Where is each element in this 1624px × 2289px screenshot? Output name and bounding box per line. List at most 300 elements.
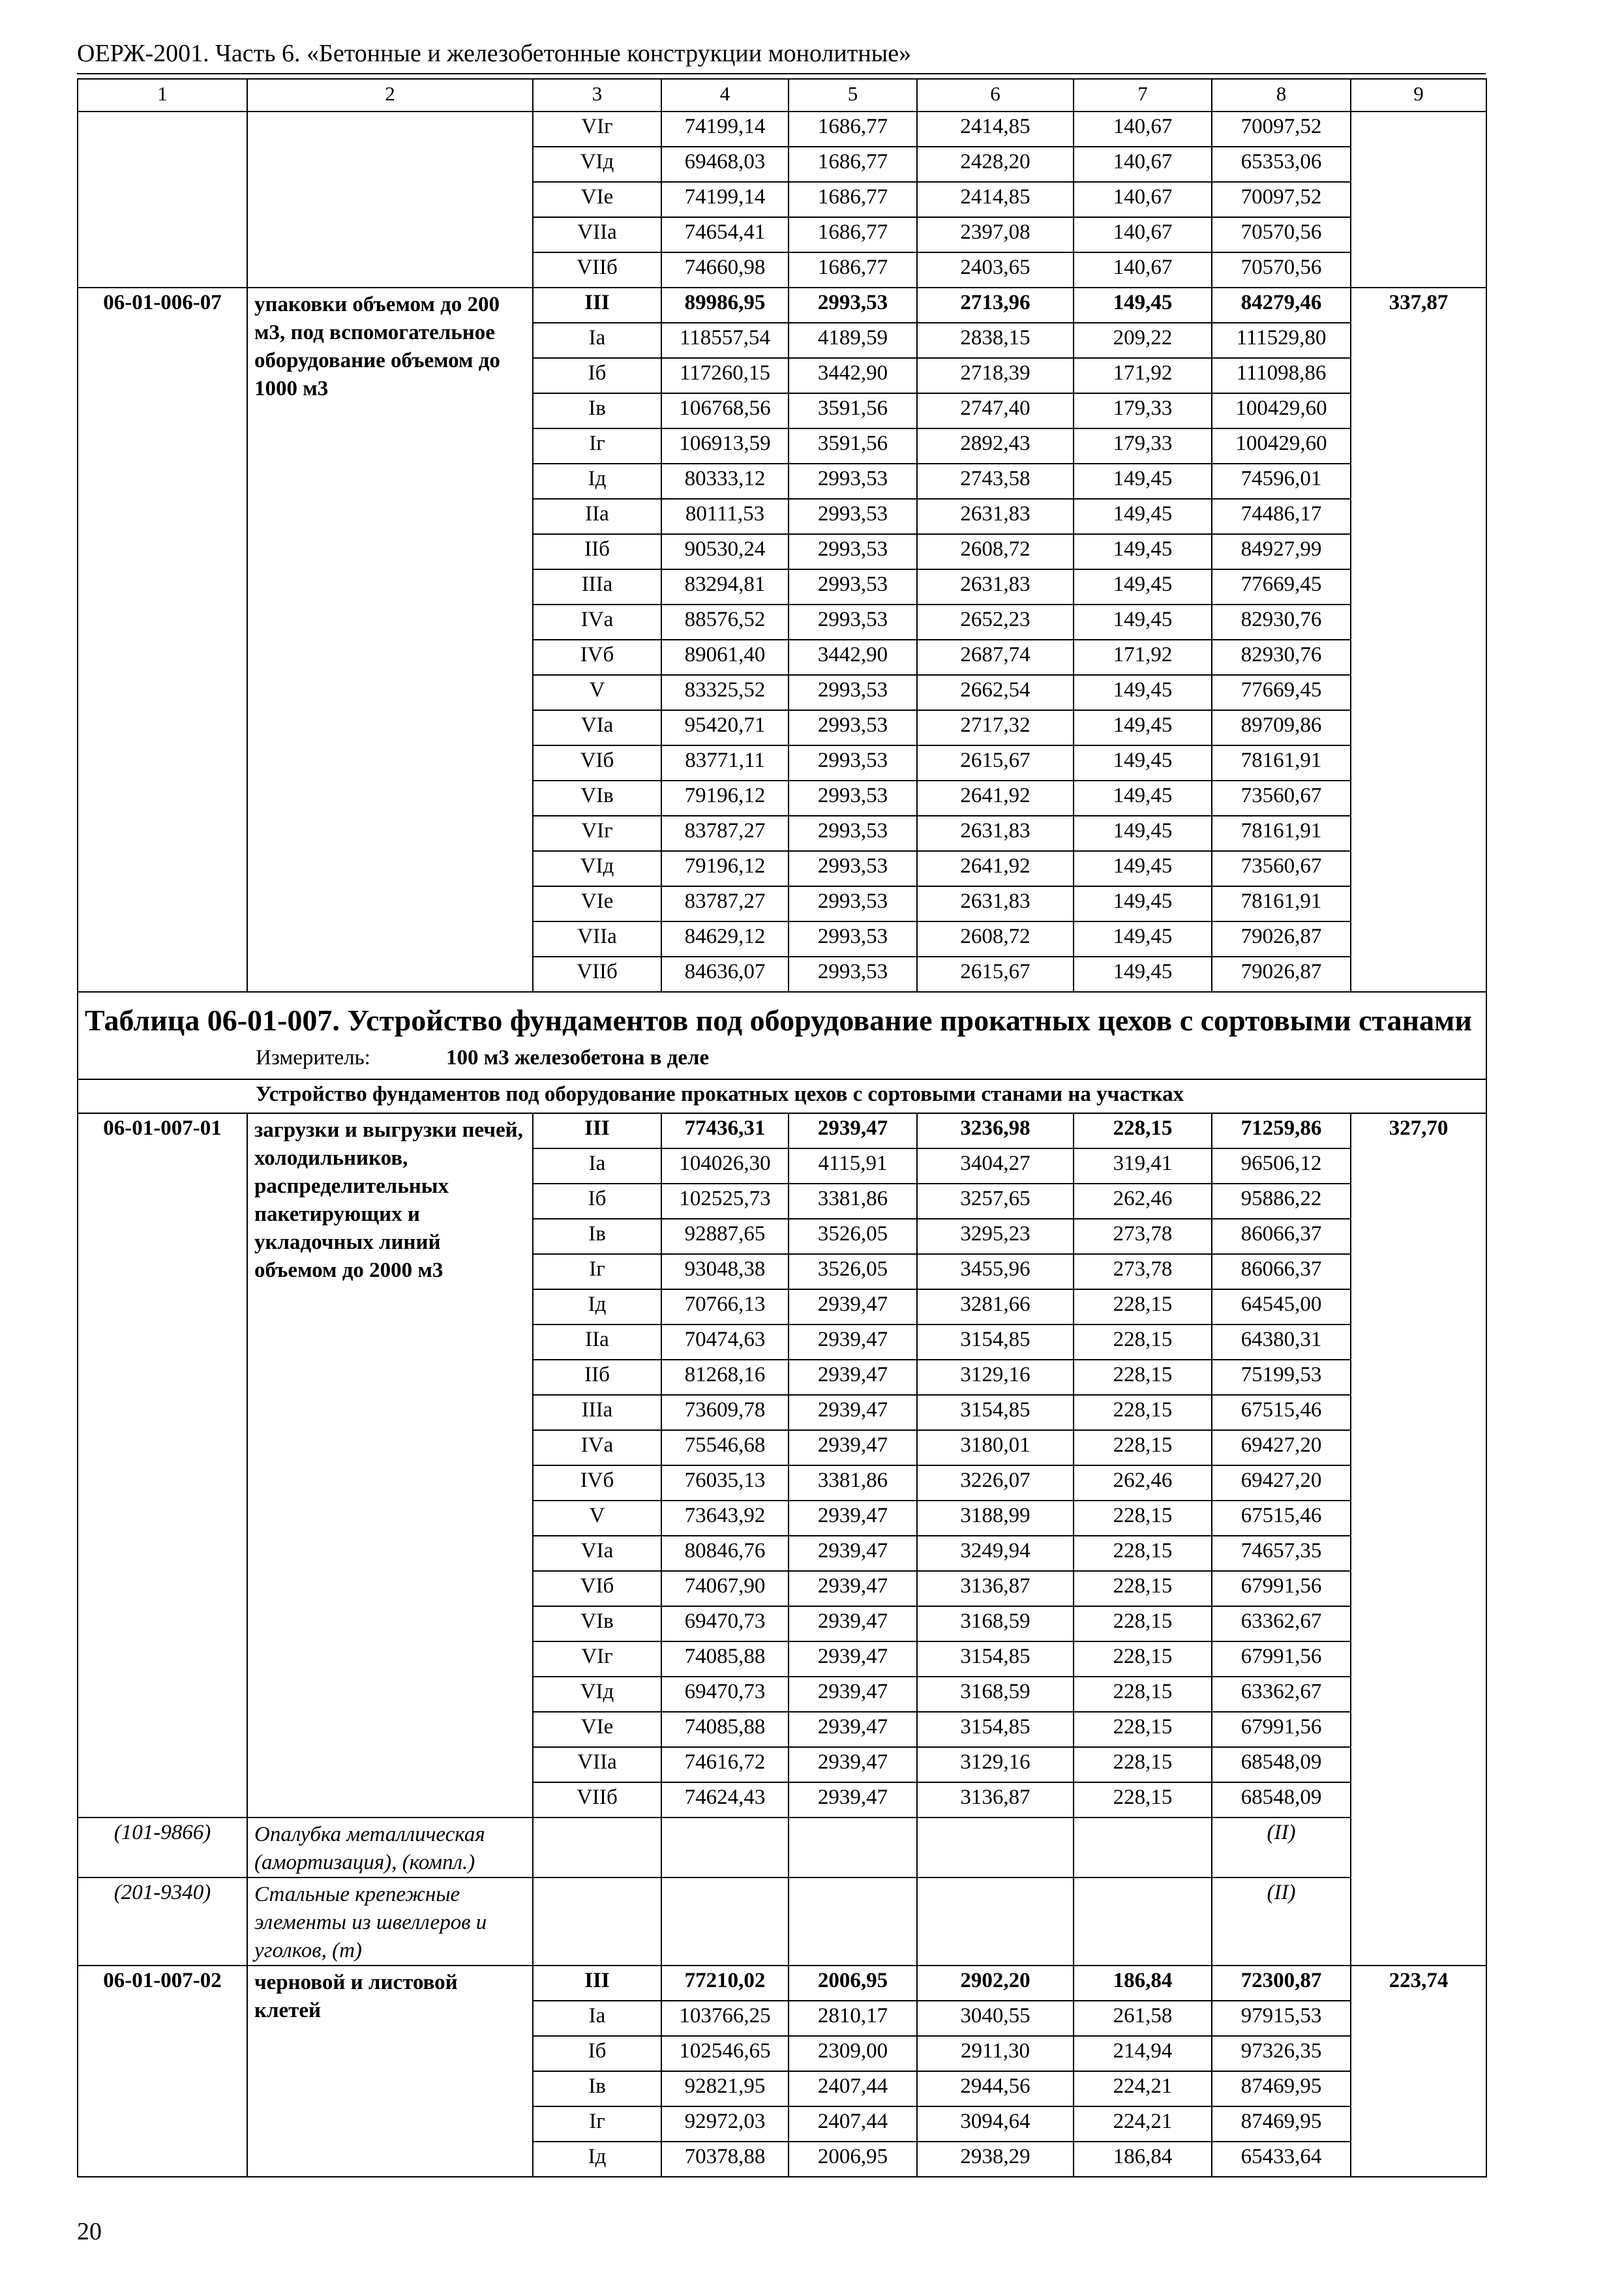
zone-code: Iг [533, 2106, 661, 2142]
table-row [78, 112, 1486, 147]
value-cell: 75546,68 [661, 1430, 789, 1465]
zone-code: Iг [533, 428, 661, 464]
rate-code: 06-01-006-07 [78, 288, 247, 992]
empty-cell [917, 1818, 1074, 1878]
value-cell: 2993,53 [789, 851, 917, 886]
resource-row [78, 1818, 1486, 1878]
value-cell: 3381,86 [789, 1465, 917, 1501]
value-cell: 228,15 [1074, 1430, 1212, 1465]
value-cell: 2407,44 [789, 2071, 917, 2106]
value-cell: 2397,08 [917, 217, 1074, 252]
value-cell: 74085,88 [661, 1641, 789, 1677]
empty-cell [533, 1878, 661, 1966]
empty-cell [1074, 1818, 1212, 1878]
zone-code: IVб [533, 1465, 661, 1501]
value-cell: 2407,44 [789, 2106, 917, 2142]
value-cell: 74596,01 [1212, 464, 1351, 499]
value-cell: 78161,91 [1212, 886, 1351, 921]
value-cell: 69470,73 [661, 1606, 789, 1641]
value-cell: 70378,88 [661, 2142, 789, 2177]
zone-code: VIг [533, 816, 661, 851]
rate-description: упаковки объемом до 200 м3, под вспомогательное оборудование объемом до 1000 м3 [247, 288, 533, 992]
value-cell: 80111,53 [661, 499, 789, 534]
value-cell: 2615,67 [917, 957, 1074, 992]
value-cell: 3129,16 [917, 1747, 1074, 1782]
zone-code: VIб [533, 1571, 661, 1606]
value-cell: 2414,85 [917, 112, 1074, 147]
value-cell: 2641,92 [917, 781, 1074, 816]
value-cell: 2403,65 [917, 252, 1074, 288]
value-cell: 149,45 [1074, 851, 1212, 886]
zone-code: III [533, 1113, 661, 1148]
value-cell: 149,45 [1074, 921, 1212, 957]
value-cell: 67991,56 [1212, 1641, 1351, 1677]
value-cell: 149,45 [1074, 710, 1212, 745]
zone-code: VIIа [533, 217, 661, 252]
value-cell: 140,67 [1074, 252, 1212, 288]
value-cell: 104026,30 [661, 1148, 789, 1184]
zone-code: Iд [533, 1289, 661, 1324]
zone-code: VIIа [533, 921, 661, 957]
value-cell: 2414,85 [917, 182, 1074, 217]
value-cell: 228,15 [1074, 1571, 1212, 1606]
value-cell: 89709,86 [1212, 710, 1351, 745]
zone-code: Iб [533, 1184, 661, 1219]
value-cell: 3526,05 [789, 1219, 917, 1254]
empty-cell [661, 1818, 789, 1878]
value-cell: 63362,67 [1212, 1677, 1351, 1712]
value-cell: 2939,47 [789, 1536, 917, 1571]
value-cell: 64380,31 [1212, 1324, 1351, 1360]
rates-table [77, 78, 1487, 2177]
value-cell: 186,84 [1074, 1966, 1212, 2001]
zone-code: VIг [533, 112, 661, 147]
value-cell: 228,15 [1074, 1501, 1212, 1536]
value-cell: 3040,55 [917, 2001, 1074, 2036]
zone-code: VIIб [533, 957, 661, 992]
value-cell: 2631,83 [917, 569, 1074, 605]
rate-code [78, 112, 247, 288]
value-cell: 74616,72 [661, 1747, 789, 1782]
value-cell: 3154,85 [917, 1712, 1074, 1747]
value-cell: 149,45 [1074, 957, 1212, 992]
value-cell: 118557,54 [661, 323, 789, 358]
zone-code: VIд [533, 1677, 661, 1712]
value-cell: 2631,83 [917, 499, 1074, 534]
value-cell: 2717,32 [917, 710, 1074, 745]
value-cell: 2939,47 [789, 1712, 917, 1747]
zone-code: Iб [533, 358, 661, 393]
zone-code: VIе [533, 886, 661, 921]
value-cell: 83294,81 [661, 569, 789, 605]
value-cell: 228,15 [1074, 1641, 1212, 1677]
column-number-row [78, 79, 1486, 112]
value-cell: 74199,14 [661, 112, 789, 147]
value-cell: 2662,54 [917, 675, 1074, 710]
value-cell: 80846,76 [661, 1536, 789, 1571]
value-cell: 100429,60 [1212, 393, 1351, 428]
resource-name: Опалубка металлическая (амортизация), (компл.) [247, 1818, 533, 1878]
value-cell: 77436,31 [661, 1113, 789, 1148]
value-cell: 3136,87 [917, 1571, 1074, 1606]
value-cell: 2939,47 [789, 1782, 917, 1818]
resource-value: (II) [1212, 1878, 1351, 1966]
value-cell: 2938,29 [917, 2142, 1074, 2177]
value-cell: 70766,13 [661, 1289, 789, 1324]
value-cell: 77210,02 [661, 1966, 789, 2001]
measure-row [78, 1043, 1486, 1079]
value-cell: 149,45 [1074, 499, 1212, 534]
empty-cell [789, 1878, 917, 1966]
value-cell: 73609,78 [661, 1395, 789, 1430]
rate-description: черновой и листовой клетей [247, 1966, 533, 2177]
value-cell: 2944,56 [917, 2071, 1074, 2106]
zone-code: VIIб [533, 1782, 661, 1818]
value-cell: 89986,95 [661, 288, 789, 323]
value-cell: 111529,80 [1212, 323, 1351, 358]
value-cell: 2993,53 [789, 499, 917, 534]
rate-description: загрузки и выгрузки печей, холодильников, распределительных пакетирующих и укладочных линий объемом до 2000 м3 [247, 1113, 533, 1818]
value-cell: 3455,96 [917, 1254, 1074, 1289]
value-cell: 102525,73 [661, 1184, 789, 1219]
value-cell: 74624,43 [661, 1782, 789, 1818]
value-cell: 149,45 [1074, 816, 1212, 851]
col9-value [1351, 112, 1486, 288]
zone-code: Iв [533, 393, 661, 428]
value-cell: 149,45 [1074, 886, 1212, 921]
value-cell: 1686,77 [789, 182, 917, 217]
value-cell: 2652,23 [917, 605, 1074, 640]
value-cell: 3226,07 [917, 1465, 1074, 1501]
value-cell: 73560,67 [1212, 851, 1351, 886]
value-cell: 2608,72 [917, 534, 1074, 569]
value-cell: 70097,52 [1212, 182, 1351, 217]
value-cell: 3168,59 [917, 1677, 1074, 1712]
zone-code: Iа [533, 1148, 661, 1184]
value-cell: 78161,91 [1212, 745, 1351, 781]
zone-code: Iб [533, 2036, 661, 2071]
value-cell: 3295,23 [917, 1219, 1074, 1254]
value-cell: 69468,03 [661, 147, 789, 182]
value-cell: 90530,24 [661, 534, 789, 569]
value-cell: 140,67 [1074, 182, 1212, 217]
value-cell: 273,78 [1074, 1219, 1212, 1254]
zone-code: VIг [533, 1641, 661, 1677]
measure-value: 100 м3 железобетона в деле [446, 1046, 710, 1070]
value-cell: 140,67 [1074, 147, 1212, 182]
value-cell: 149,45 [1074, 569, 1212, 605]
zone-code: IIб [533, 534, 661, 569]
col9-value: 223,74 [1351, 1966, 1486, 2177]
value-cell: 106768,56 [661, 393, 789, 428]
value-cell: 2615,67 [917, 745, 1074, 781]
value-cell: 74199,14 [661, 182, 789, 217]
value-cell: 79026,87 [1212, 957, 1351, 992]
value-cell: 2892,43 [917, 428, 1074, 464]
zone-code: V [533, 675, 661, 710]
value-cell: 86066,37 [1212, 1254, 1351, 1289]
value-cell: 186,84 [1074, 2142, 1212, 2177]
table-row [78, 1113, 1486, 1148]
value-cell: 92821,95 [661, 2071, 789, 2106]
value-cell: 3404,27 [917, 1148, 1074, 1184]
column-number: 9 [1351, 79, 1486, 112]
value-cell: 140,67 [1074, 217, 1212, 252]
value-cell: 228,15 [1074, 1324, 1212, 1360]
value-cell: 2810,17 [789, 2001, 917, 2036]
value-cell: 97915,53 [1212, 2001, 1351, 2036]
resource-code: (101-9866) [78, 1818, 247, 1878]
value-cell: 92972,03 [661, 2106, 789, 2142]
value-cell: 2993,53 [789, 921, 917, 957]
zone-code: VIб [533, 745, 661, 781]
value-cell: 228,15 [1074, 1782, 1212, 1818]
table-row [78, 288, 1486, 323]
value-cell: 2993,53 [789, 710, 917, 745]
value-cell: 2838,15 [917, 323, 1074, 358]
value-cell: 1686,77 [789, 112, 917, 147]
zone-code: VIв [533, 1606, 661, 1641]
value-cell: 2993,53 [789, 534, 917, 569]
value-cell: 95886,22 [1212, 1184, 1351, 1219]
column-number: 6 [917, 79, 1074, 112]
value-cell: 80333,12 [661, 464, 789, 499]
value-cell: 228,15 [1074, 1677, 1212, 1712]
col9-value: 327,70 [1351, 1113, 1486, 1966]
value-cell: 72300,87 [1212, 1966, 1351, 2001]
value-cell: 2006,95 [789, 2142, 917, 2177]
value-cell: 3591,56 [789, 393, 917, 428]
value-cell: 149,45 [1074, 464, 1212, 499]
value-cell: 77669,45 [1212, 569, 1351, 605]
table-row [78, 1966, 1486, 2001]
value-cell: 3236,98 [917, 1113, 1074, 1148]
value-cell: 73560,67 [1212, 781, 1351, 816]
value-cell: 93048,38 [661, 1254, 789, 1289]
value-cell: 1686,77 [789, 147, 917, 182]
zone-code: IIб [533, 1360, 661, 1395]
value-cell: 214,94 [1074, 2036, 1212, 2071]
value-cell: 82930,76 [1212, 605, 1351, 640]
value-cell: 2993,53 [789, 288, 917, 323]
table-title: Таблица 06-01-007. Устройство фундаментов под оборудование прокатных цехов с сортовыми станами [78, 992, 1486, 1043]
value-cell: 2939,47 [789, 1606, 917, 1641]
value-cell: 3180,01 [917, 1430, 1074, 1465]
page-number: 20 [77, 2218, 102, 2245]
value-cell: 79196,12 [661, 781, 789, 816]
value-cell: 3257,65 [917, 1184, 1074, 1219]
value-cell: 2939,47 [789, 1360, 917, 1395]
value-cell: 69427,20 [1212, 1430, 1351, 1465]
zone-code: VIа [533, 710, 661, 745]
value-cell: 64545,00 [1212, 1289, 1351, 1324]
value-cell: 1686,77 [789, 217, 917, 252]
value-cell: 67991,56 [1212, 1712, 1351, 1747]
value-cell: 79196,12 [661, 851, 789, 886]
value-cell: 140,67 [1074, 112, 1212, 147]
value-cell: 83787,27 [661, 816, 789, 851]
resource-row [78, 1878, 1486, 1966]
value-cell: 75199,53 [1212, 1360, 1351, 1395]
column-number: 3 [533, 79, 661, 112]
zone-code: Iд [533, 2142, 661, 2177]
value-cell: 2641,92 [917, 851, 1074, 886]
value-cell: 2993,53 [789, 605, 917, 640]
value-cell: 84927,99 [1212, 534, 1351, 569]
empty-cell [789, 1818, 917, 1878]
value-cell: 65433,64 [1212, 2142, 1351, 2177]
value-cell: 2939,47 [789, 1747, 917, 1782]
resource-code: (201-9340) [78, 1878, 247, 1966]
value-cell: 149,45 [1074, 288, 1212, 323]
value-cell: 70570,56 [1212, 217, 1351, 252]
value-cell: 2993,53 [789, 816, 917, 851]
table-body [78, 79, 1486, 2177]
value-cell: 2993,53 [789, 957, 917, 992]
value-cell: 81268,16 [661, 1360, 789, 1395]
zone-code: VIа [533, 1536, 661, 1571]
value-cell: 103766,25 [661, 2001, 789, 2036]
zone-code: Iа [533, 2001, 661, 2036]
value-cell: 106913,59 [661, 428, 789, 464]
value-cell: 2993,53 [789, 745, 917, 781]
value-cell: 70474,63 [661, 1324, 789, 1360]
column-number: 7 [1074, 79, 1212, 112]
rate-code: 06-01-007-02 [78, 1966, 247, 2177]
zone-code: VIIа [533, 1747, 661, 1782]
value-cell: 2939,47 [789, 1430, 917, 1465]
value-cell: 2939,47 [789, 1571, 917, 1606]
value-cell: 74067,90 [661, 1571, 789, 1606]
value-cell: 149,45 [1074, 534, 1212, 569]
value-cell: 102546,65 [661, 2036, 789, 2071]
value-cell: 3526,05 [789, 1254, 917, 1289]
value-cell: 68548,09 [1212, 1747, 1351, 1782]
value-cell: 84629,12 [661, 921, 789, 957]
value-cell: 92887,65 [661, 1219, 789, 1254]
value-cell: 1686,77 [789, 252, 917, 288]
value-cell: 319,41 [1074, 1148, 1212, 1184]
value-cell: 2939,47 [789, 1113, 917, 1148]
value-cell: 74654,41 [661, 217, 789, 252]
value-cell: 2428,20 [917, 147, 1074, 182]
value-cell: 3168,59 [917, 1606, 1074, 1641]
column-number: 1 [78, 79, 247, 112]
value-cell: 262,46 [1074, 1184, 1212, 1219]
value-cell: 2687,74 [917, 640, 1074, 675]
value-cell: 262,46 [1074, 1465, 1212, 1501]
value-cell: 2993,53 [789, 886, 917, 921]
value-cell: 70097,52 [1212, 112, 1351, 147]
col9-value: 337,87 [1351, 288, 1486, 992]
value-cell: 149,45 [1074, 675, 1212, 710]
value-cell: 228,15 [1074, 1536, 1212, 1571]
value-cell: 2993,53 [789, 781, 917, 816]
value-cell: 87469,95 [1212, 2106, 1351, 2142]
value-cell: 83325,52 [661, 675, 789, 710]
value-cell: 209,22 [1074, 323, 1212, 358]
value-cell: 228,15 [1074, 1360, 1212, 1395]
value-cell: 149,45 [1074, 745, 1212, 781]
value-cell: 73643,92 [661, 1501, 789, 1536]
value-cell: 228,15 [1074, 1395, 1212, 1430]
zone-code: Iг [533, 1254, 661, 1289]
value-cell: 74657,35 [1212, 1536, 1351, 1571]
value-cell: 2939,47 [789, 1641, 917, 1677]
empty-cell [533, 1818, 661, 1878]
value-cell: 179,33 [1074, 428, 1212, 464]
zone-code: VIд [533, 851, 661, 886]
value-cell: 84279,46 [1212, 288, 1351, 323]
empty-cell [1074, 1878, 1212, 1966]
value-cell: 67515,46 [1212, 1501, 1351, 1536]
measure-cell [78, 1043, 1486, 1079]
value-cell: 2631,83 [917, 816, 1074, 851]
value-cell: 171,92 [1074, 640, 1212, 675]
value-cell: 3136,87 [917, 1782, 1074, 1818]
zone-code: Iд [533, 464, 661, 499]
value-cell: 3591,56 [789, 428, 917, 464]
resource-value: (II) [1212, 1818, 1351, 1878]
zone-code: VIд [533, 147, 661, 182]
value-cell: 171,92 [1074, 358, 1212, 393]
resource-name: Стальные крепежные элементы из швеллеров и уголков, (т) [247, 1878, 533, 1966]
value-cell: 74486,17 [1212, 499, 1351, 534]
rate-code: 06-01-007-01 [78, 1113, 247, 1818]
value-cell: 3188,99 [917, 1501, 1074, 1536]
value-cell: 224,21 [1074, 2071, 1212, 2106]
column-number: 5 [789, 79, 917, 112]
value-cell: 70570,56 [1212, 252, 1351, 288]
value-cell: 63362,67 [1212, 1606, 1351, 1641]
value-cell: 228,15 [1074, 1289, 1212, 1324]
value-cell: 261,58 [1074, 2001, 1212, 2036]
value-cell: 86066,37 [1212, 1219, 1351, 1254]
value-cell: 228,15 [1074, 1606, 1212, 1641]
value-cell: 65353,06 [1212, 147, 1351, 182]
zone-code: IIа [533, 499, 661, 534]
value-cell: 2993,53 [789, 464, 917, 499]
zone-code: Iв [533, 2071, 661, 2106]
value-cell: 2993,53 [789, 675, 917, 710]
zone-code: Iа [533, 323, 661, 358]
column-number: 8 [1212, 79, 1351, 112]
value-cell: 111098,86 [1212, 358, 1351, 393]
value-cell: 2743,58 [917, 464, 1074, 499]
value-cell: 74660,98 [661, 252, 789, 288]
subheading-row [78, 1079, 1486, 1113]
value-cell: 71259,86 [1212, 1113, 1351, 1148]
value-cell: 69427,20 [1212, 1465, 1351, 1501]
value-cell: 3154,85 [917, 1324, 1074, 1360]
value-cell: 2006,95 [789, 1966, 917, 2001]
value-cell: 76035,13 [661, 1465, 789, 1501]
value-cell: 2939,47 [789, 1677, 917, 1712]
zone-code: III [533, 288, 661, 323]
zone-code: IIIа [533, 569, 661, 605]
value-cell: 2631,83 [917, 886, 1074, 921]
value-cell: 77669,45 [1212, 675, 1351, 710]
empty-cell [917, 1878, 1074, 1966]
value-cell: 117260,15 [661, 358, 789, 393]
value-cell: 68548,09 [1212, 1782, 1351, 1818]
rate-description [247, 112, 533, 288]
value-cell: 88576,52 [661, 605, 789, 640]
value-cell: 4189,59 [789, 323, 917, 358]
value-cell: 273,78 [1074, 1254, 1212, 1289]
value-cell: 228,15 [1074, 1113, 1212, 1148]
page-header: ОЕРЖ-2001. Часть 6. «Бетонные и железобетонные конструкции монолитные» [77, 40, 912, 67]
